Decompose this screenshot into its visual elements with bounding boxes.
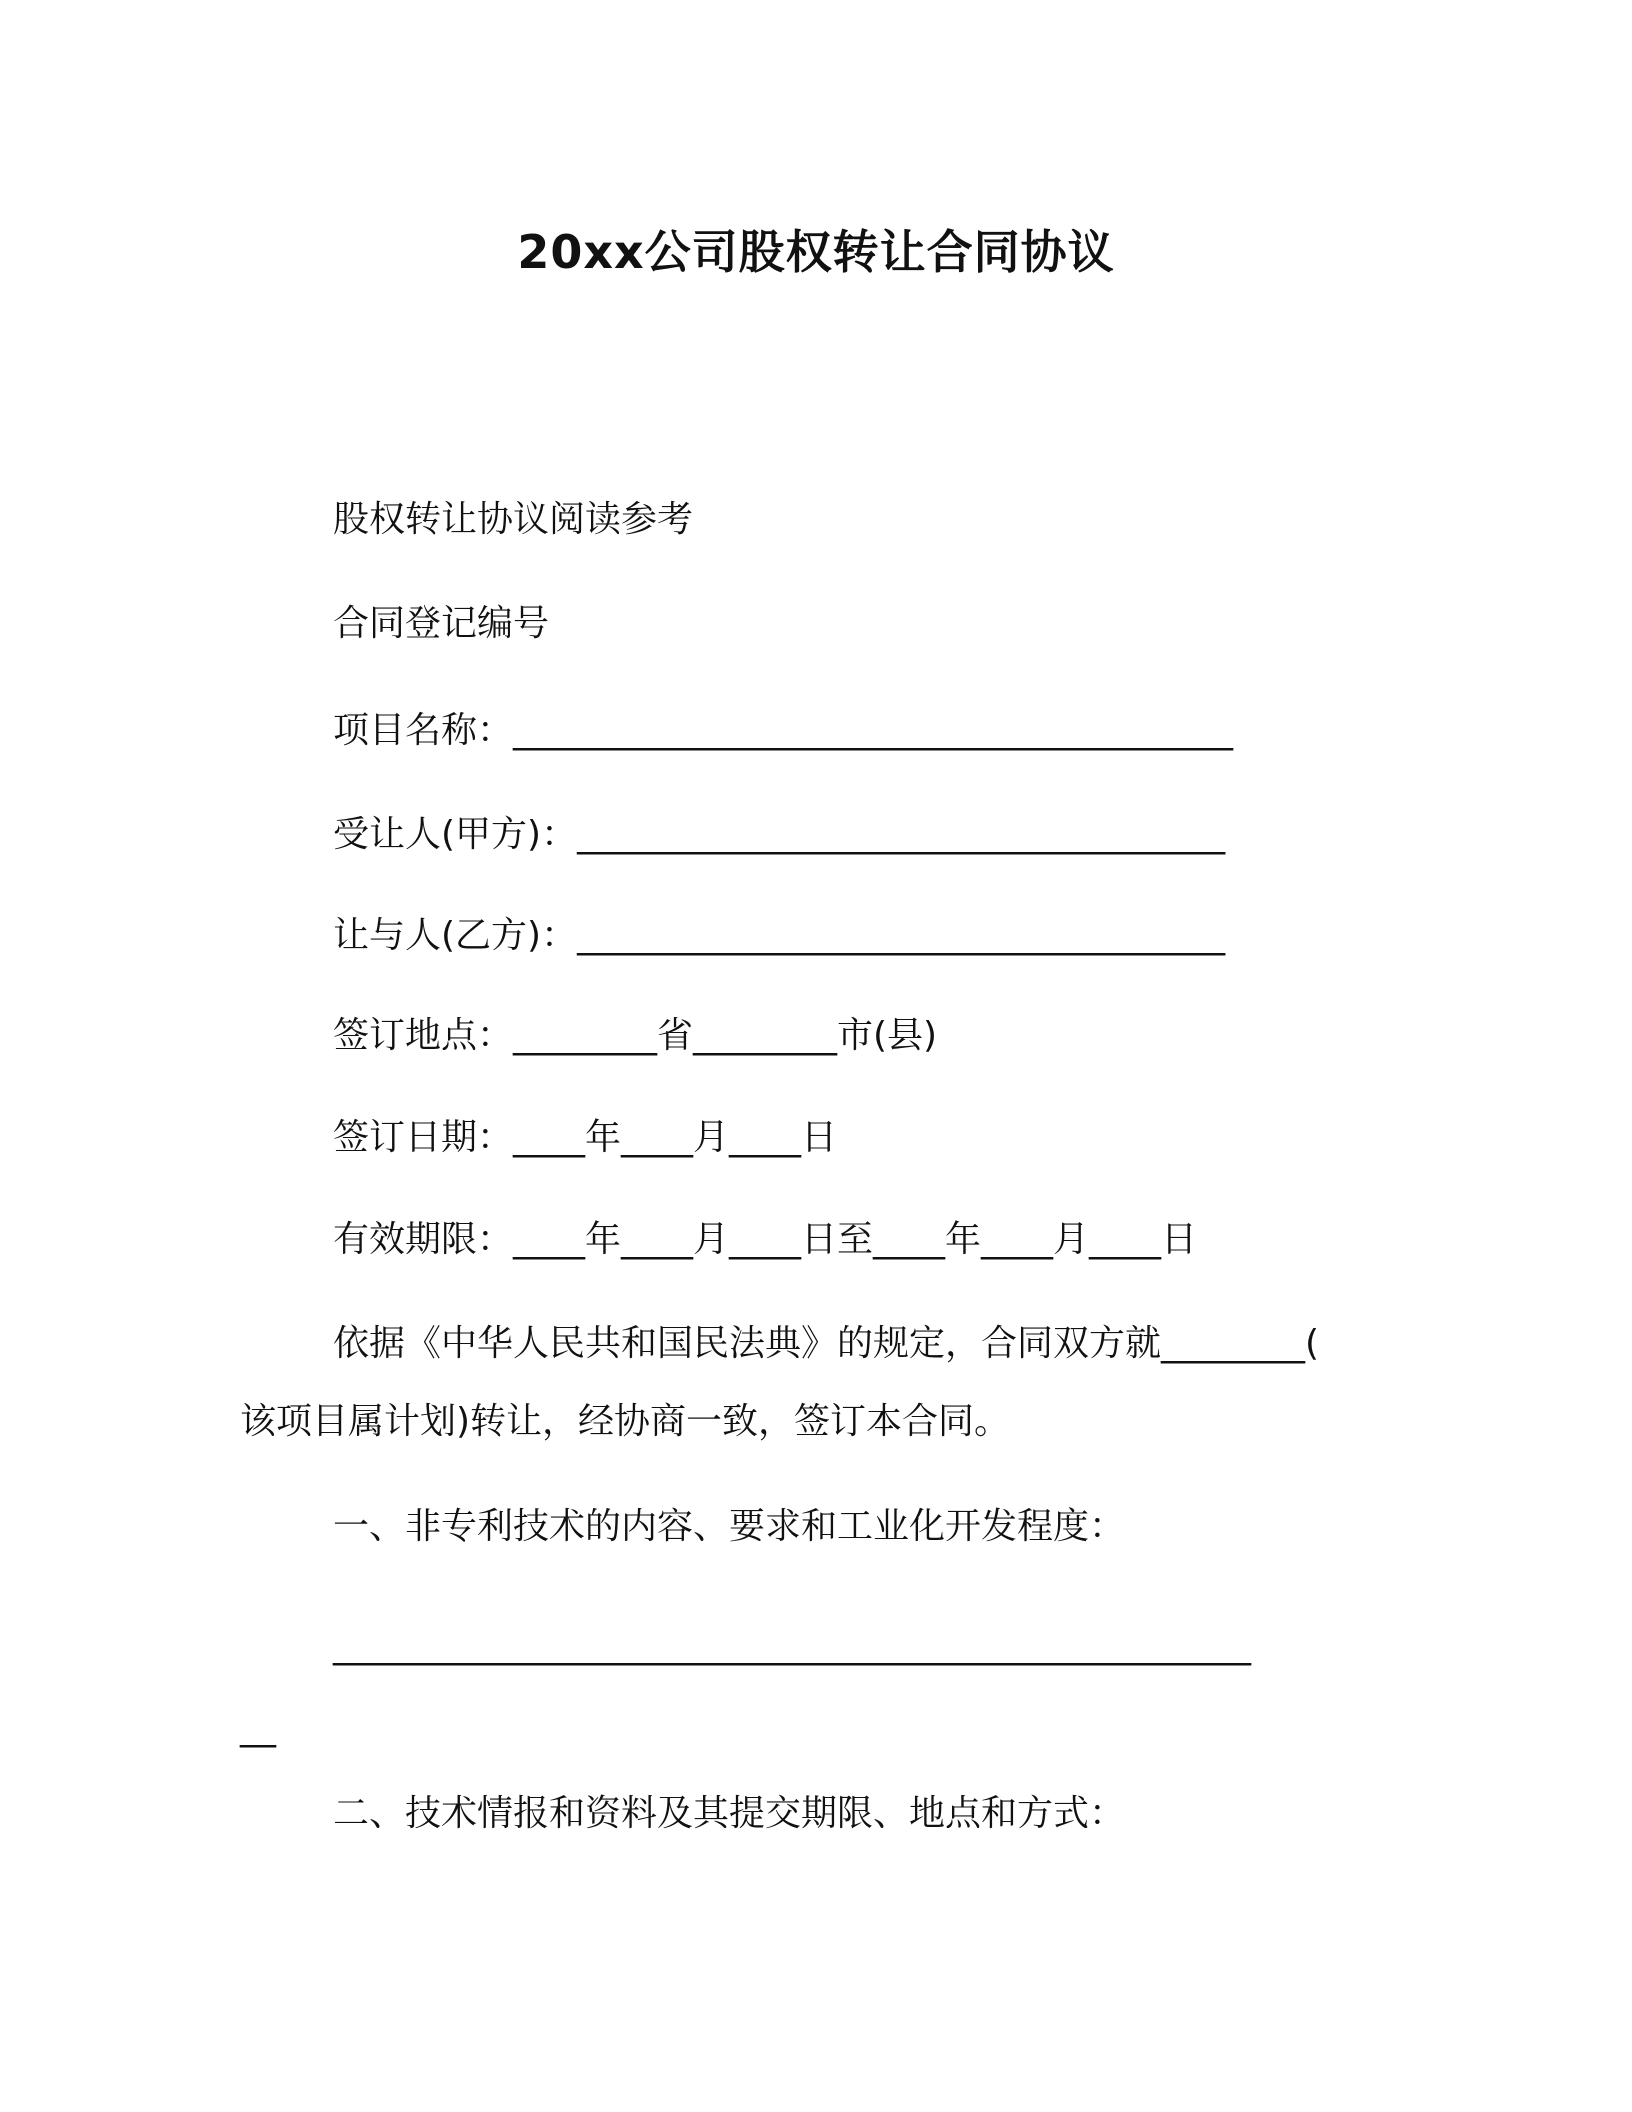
- contract-registration-number-line: 合同登记编号: [333, 603, 550, 644]
- validity-period-line: 有效期限：____年____月____日至____年____月____日: [333, 1219, 1198, 1260]
- reading-reference-line: 股权转让协议阅读参考: [333, 499, 694, 540]
- basis-paragraph-line-2: 该项目属计划)转让，经协商一致，签订本合同。: [240, 1401, 1011, 1442]
- transferee-party-a-line: 受让人(甲方)：____________________________________: [333, 814, 1226, 855]
- signing-place-line: 签订地点：________省________市(县): [333, 1015, 938, 1056]
- signing-date-line: 签订日期：____年____月____日: [333, 1117, 838, 1158]
- section-one-blank-continuation: __: [240, 1707, 276, 1748]
- document-title: 20xx公司股权转让合同协议: [517, 225, 1115, 279]
- section-two-heading: 二、技术情报和资料及其提交期限、地点和方式：: [333, 1793, 1126, 1834]
- section-one-blank-line: ___________________________________________________: [333, 1625, 1251, 1666]
- project-name-line: 项目名称：________________________________________: [333, 710, 1234, 751]
- basis-paragraph-line-1: 依据《中华人民共和国民法典》的规定，合同双方就________(: [333, 1323, 1320, 1364]
- transferor-party-b-line: 让与人(乙方)：____________________________________: [333, 915, 1226, 956]
- section-one-heading: 一、非专利技术的内容、要求和工业化开发程度：: [333, 1506, 1126, 1547]
